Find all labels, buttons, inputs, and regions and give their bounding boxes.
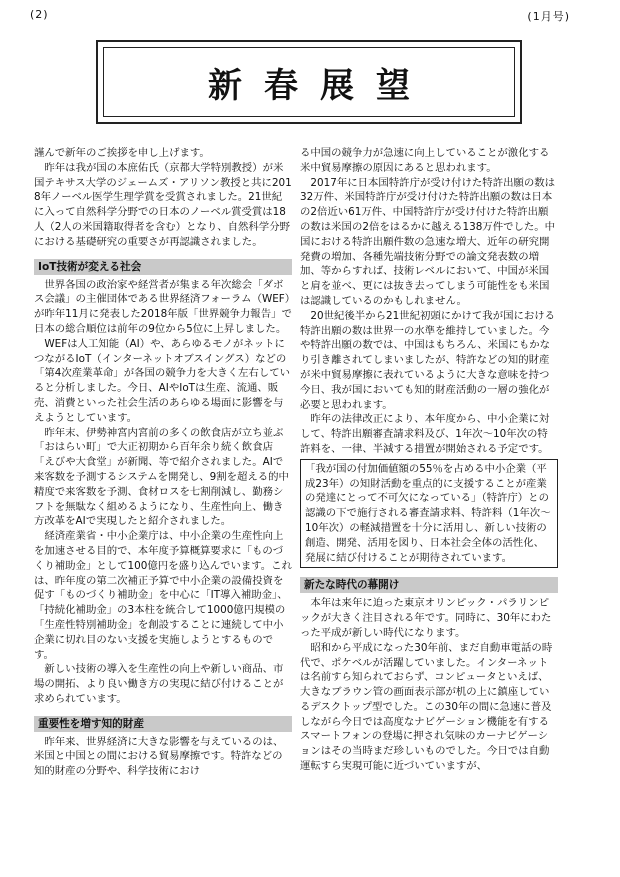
section-heading-new-era: 新たな時代の幕開け xyxy=(300,577,558,593)
title-inner-frame xyxy=(103,47,515,117)
paragraph: 経済産業省・中小企業庁は、中小企業の生産性向上を加速させる目的で、本年度予算概算要求に「ものづくり補助金」として100億円を盛り込んでいます。これは、昨年度の第二次補正予算で中小企業の設備投資を促す「ものづくり補助金」を中心に「IT導入補助金」、「持続化補助金」の3本柱を統合して1000億円規模の「生産性特別補助金」を創設することに連続して中小企業に切れ目のない支援を実施しようとするものです。 xyxy=(34,530,292,661)
issue-label: (1月号) xyxy=(527,10,570,23)
paragraph: 世界各国の政治家や経営者が集まる年次総会「ダボス会議」の主催団体である世界経済フォーラム（WEF）が昨年11月に発表した2018年版「世界競争力報告」で日本の総合順位は前年の9位から5位に上昇しました。 xyxy=(34,278,292,335)
quote-box xyxy=(300,459,558,569)
section-heading-iot: IoT技術が変える社会 xyxy=(34,259,292,275)
paragraph: 20世紀後半から21世紀初頭にかけて我が国における特許出願の数は世界一の水準を維持していました。今や特許出願の数では、中国はもちろん、米国にもかなり引き離されてしまいましたが、特許などの知的財産が米中貿易摩擦に表れているように大きな意味を持つ今日、我が国においても知的財産活動の一層の強化が必要と思われます。 xyxy=(300,309,556,411)
paragraph: 2017年に日本国特許庁が受け付けた特許出願の数は32万件、米国特許庁が受け付けた特許出願の数は日本の2倍近い61万件、中国特許庁が受け付けた特許出願の数は米国の2倍をはるかに越える138万件でした。中国における特許出願件数の急速な増大、近年の研究開発費の増加、各種先端技術分野での論文発表数の増加、等からすれば、技術レベルにおいて、中国が米国と肩を並べ、更には抜き去ってしまう可能性をも米国は認識しているのかもしれません。 xyxy=(300,176,556,307)
page-number: (2) xyxy=(30,8,49,21)
quote-text: 「我が国の付加価値額の55％を占める中小企業（平成23年）の知財活動を重点的に支援することが産業の発達にとって不可欠になっている」（特許庁）との認識の下で施行される審査請求料、特許料（1年次〜10年次）の軽減措置を十分に活用し、新しい技術の創造、開発、活用を図り、日本社会全体の活性化、発展に結び付けることが期待されています。 xyxy=(305,462,551,564)
intro-paragraph: 昨年は我が国の本庶佑氏（京都大学特別教授）が米国テキサス大学のジェームズ・アリソン教授と共に2018年ノーベル医学生理学賞を受賞されました。21世紀に入って自然科学分野での日本のノーベル賞受賞は18人（2人の米国籍取得者を含む）となり、自然科学分野における基礎研究の重要さが再認識されました。 xyxy=(34,161,292,248)
paragraph-continued: る中国の競争力が急速に向上していることが激化する米中貿易摩擦の原因にあると思われます。 xyxy=(300,147,550,174)
greeting: 謹んで新年のご挨拶を申し上げます。 xyxy=(34,147,210,159)
title-frame xyxy=(96,40,522,124)
paragraph: 昨年末、伊勢神宮内宮前の多くの飲食店が立ち並ぶ「おはらい町」で大正初期から百年余り続く飲食店「えびや大食堂」が新聞、等で紹介されました。AIで来客数を予測するシステムを開発し、9割を超える的中精度で来客数を予測、食材ロスを七割削減し、勤務シフトを無駄なく組めるようになり、生産性向上、働き方改革をAIで実現したと紹介されました。 xyxy=(34,426,289,528)
paragraph: 昨年来、世界経済に大きな影響を与えているのは、米国と中国との間における貿易摩擦です。特許などの知的財産の分野や、科学技術におけ xyxy=(34,735,284,778)
paragraph: 昨年の法律改正により、本年度から、中小企業に対して、特許出願審査請求料及び、1年次〜10年次の特許料を、一律、半減する措置が開始される予定です。 xyxy=(300,413,550,455)
right-column xyxy=(300,146,558,774)
paragraph: 本年は来年に迫った東京オリンピック・パラリンピックが大きく注目される年です。同時に、30年にわたった平成が新しい時代になります。 xyxy=(300,597,552,639)
left-column xyxy=(34,146,292,779)
section-heading-ip: 重要性を増す知的財産 xyxy=(34,716,292,732)
paragraph: 昭和から平成になった30年前、まだ自動車電話の時代で、ポケベルが活躍していました。インターネットは名前すら知られておらず、コンピュータといえば、大きなブラウン管の画面表示部が机の上に鎮座しているデスクトップ型でした。この30年の間に急速に普及しながら今日では高度なナビゲーション機能を有するスマートフォンの登場に押され気味のカーナビゲーションはその当時まだ珍しいものでした。今日では自動運転すら実現可能に近づいていますが、 xyxy=(300,641,553,773)
paragraph: WEFは人工知能（AI）や、あらゆるモノがネットにつながるIoT（インターネットオブスイングス）などの「第4次産業革命」が各国の競争力を大きく左右していると分析しました。今日、AIやIoTは生産、流通、販売、消費といった社会生活のあらゆる場面に影響を与えようとしています。 xyxy=(34,337,290,424)
page-title: 新春展望 xyxy=(208,65,432,106)
paragraph: 新しい技術の導入を生産性の向上や新しい商品、市場の開拓、より良い働き方の実現に結び付けることが求められています。 xyxy=(34,663,284,705)
